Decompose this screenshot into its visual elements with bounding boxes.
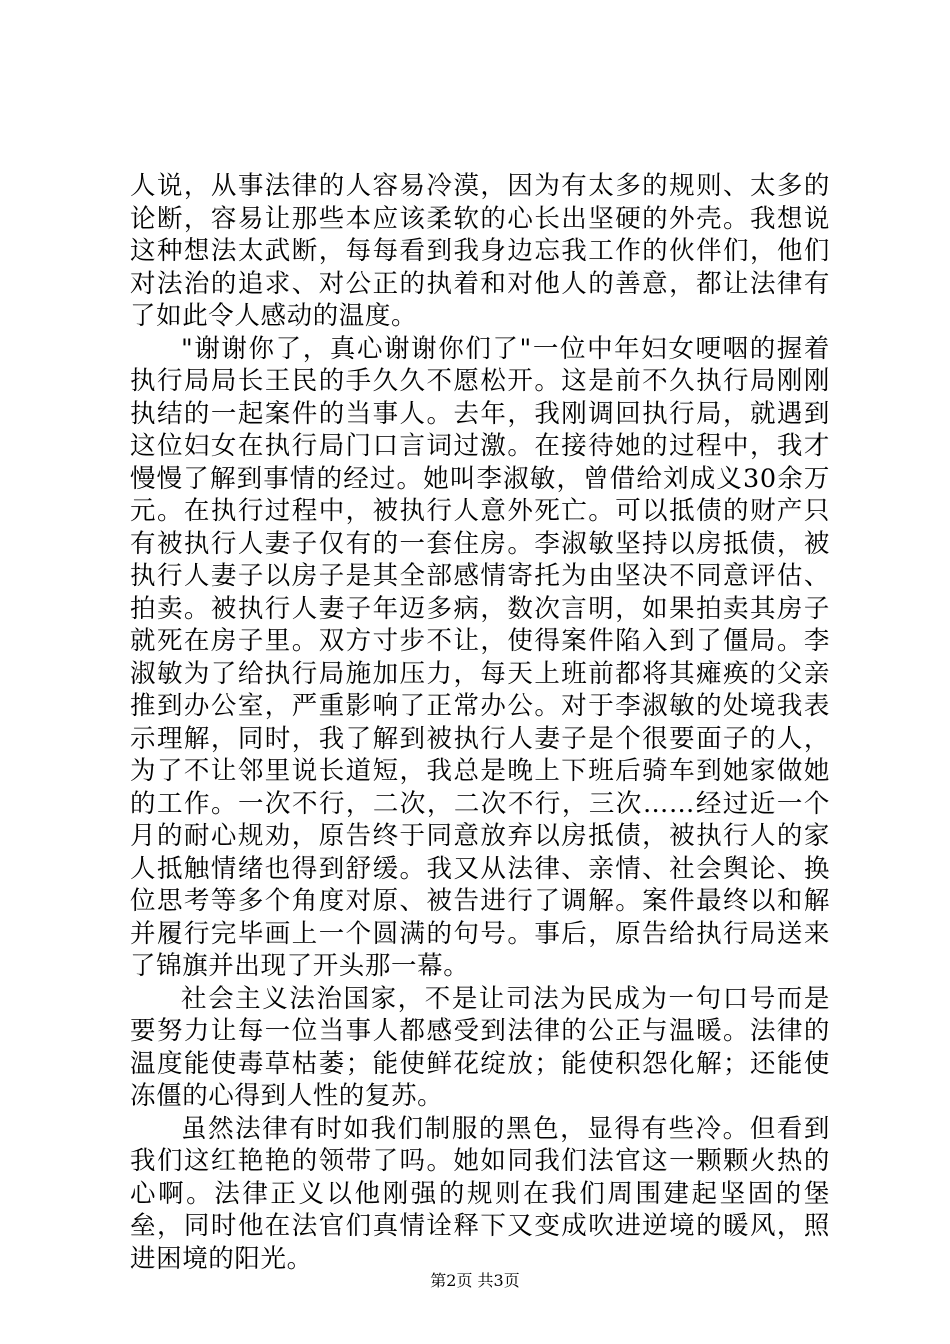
paragraph-4: 虽然法律有时如我们制服的黑色，显得有些冷。但看到我们这红艳艳的领带了吗。她如同我们法官这一颗颗火热的心啊。法律正义以他刚强的规则在我们周围建起坚固的堡垒，同时他在法官们真情诠释下又变成吹进逆境的暖风，照进困境的阳光。 [130,1113,830,1274]
paragraph-3: 社会主义法治国家，不是让司法为民成为一句口号而是要努力让每一位当事人都感受到法律的公正与温暖。法律的温度能使毒草枯萎；能使鲜花绽放；能使积怨化解；还能使冻僵的心得到人性的复苏。 [130,983,830,1111]
document-body [130,170,830,1275]
page-number-footer: 第2页 共3页 [430,1271,520,1290]
paragraph-1: 人说，从事法律的人容易冷漠，因为有太多的规则、太多的论断，容易让那些本应该柔软的心长出坚硬的外壳。我想说这种想法太武断，每每看到我身边忘我工作的伙伴们，他们对法治的追求、对公正的执着和对他人的善意，都让法律有了如此令人感动的温度。 [130,171,830,331]
paragraph-2: "谢谢你了，真心谢谢你们了"一位中年妇女哽咽的握着执行局局长王民的手久久不愿松开。这是前不久执行局刚刚执结的一起案件的当事人。去年，我刚调回执行局，就遇到这位妇女在执行局门口言词过激。在接待她的过程中，我才慢慢了解到事情的经过。她叫李淑敏，曾借给刘成义30余万元。在执行过程中，被执行人意外死亡。可以抵债的财产只有被执行人妻子仅有的一套住房。李淑敏坚持以房抵债，被执行人妻子以房子是其全部感情寄托为由坚决不同意评估、拍卖。被执行人妻子年迈多病，数次言明，如果拍卖其房子就死在房子里。双方寸步不让，使得案件陷入到了僵局。李淑敏为了给执行局施加压力，每天上班前都将其瘫痪的父亲推到办公室，严重影响了正常办公。对于李淑敏的处境我表示理解，同时，我了解到被执行人妻子是个很要面子的人，为了不让邻里说长道短，我总是晚上下班后骑车到她家做她的工作。一次不行，二次，二次不行，三次……经过近一个月的耐心规劝，原告终于同意放弃以房抵债，被执行人的家人抵触情绪也得到舒缓。我又从法律、亲情、社会舆论、换位思考等多个角度对原、被告进行了调解。案件最终以和解并履行完毕画上一个圆满的句号。事后，原告给执行局送来了锦旗并出现了开头那一幕。 [130,333,830,981]
